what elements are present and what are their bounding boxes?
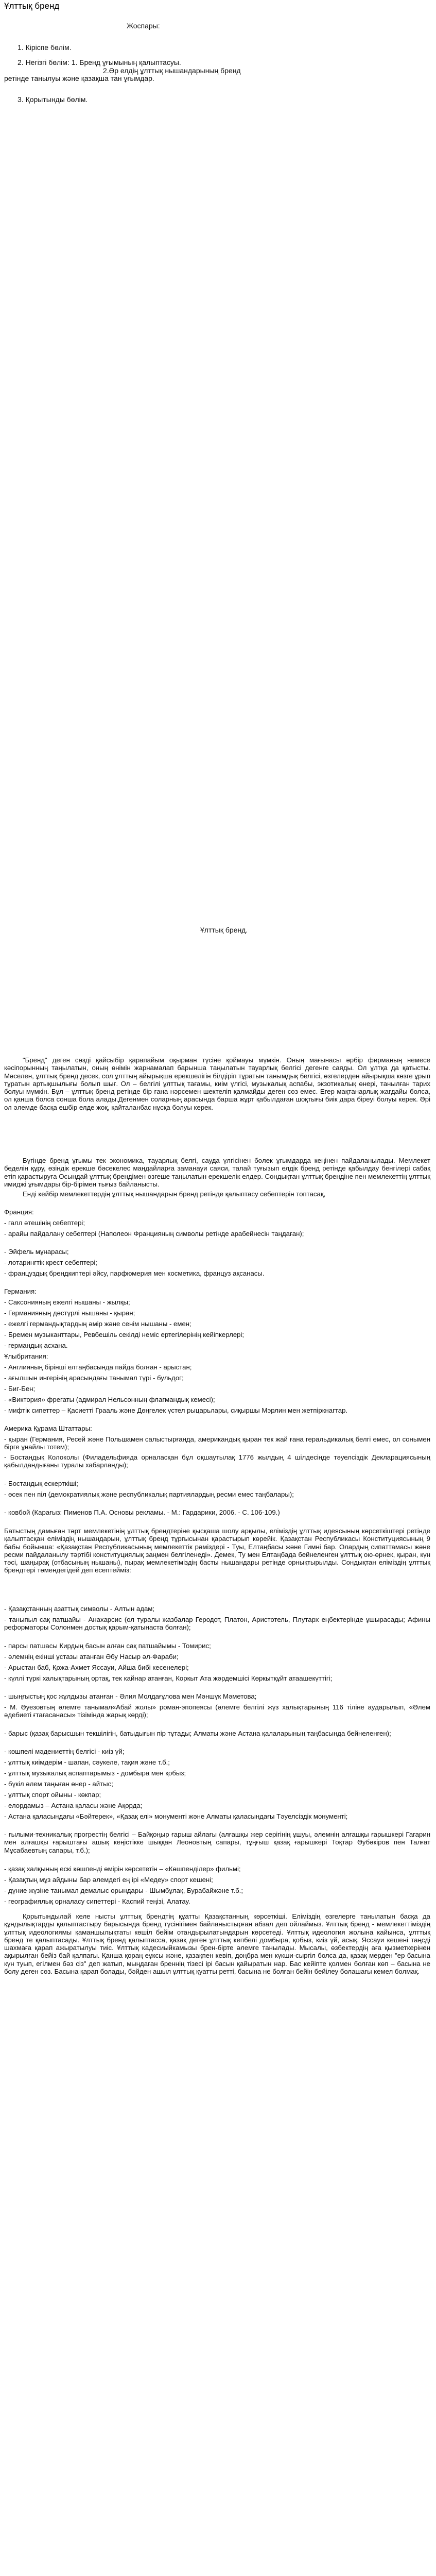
list-item: - Қазақстанның азаттық символы - Алтын адам; — [4, 1605, 155, 1613]
list-item: - ковбой (Карағыз: Пименов П.А. Основы рекламы. - М.: Гардарики, 2006. - С. 106-109.) — [4, 1509, 280, 1516]
plan-item-2-sub: 2.Әр елдің ұлттық нышандарының бренд — [103, 66, 241, 75]
list-item: - арайы пайдалану себептері (Наполеон Францияның символы ретінде арабейнесін таңдаған); — [4, 1230, 304, 1238]
list-item: - галл әтешінің себептері; — [4, 1219, 85, 1227]
list-item: - германдық асхана. — [4, 1342, 68, 1349]
list-item: - француздық брендкиптері әйсу, парфюмерия мен косметика, француз ақсанасы. — [4, 1269, 265, 1277]
list-item: - Германияның дәстүрлі нышаны - қыран; — [4, 1309, 135, 1317]
list-item: - Англияның бірінші елтаңбасында пайда болған - арыстан; — [4, 1363, 192, 1371]
france-heading: Франция: — [4, 1208, 34, 1216]
list-item: - ежелгі германдықтардың әмір және сенім нышаны - емен; — [4, 1320, 191, 1328]
list-item: - ұлттық спорт ойыны - көкпар; — [4, 1791, 101, 1799]
list-item: - өсек пен піл (демократиялық және республикалық партиялардың ресми емес таңбалары); — [4, 1490, 294, 1498]
list-item: - дүние жүзіне танымал демалыс орындары - Шымбұлақ, Бурабайжәне т.б.; — [4, 1887, 243, 1894]
list-item: - мифтік сипеттер – Қасиетті Грааль және Дөңгелек үстел рыцарьлары, сиқыршы Мэрлин мен жетпіркнагтар. — [4, 1406, 348, 1414]
list-item: - таныпыл сақ патшайы - Анахарсис (ол туралы жазбалар Геродот, Платон, Аристотель, Плутарх еңбектерінде ұшырасады; Афины реформаторы Солонмен достық қарым-қатынаста болған); — [4, 1616, 430, 1632]
list-item: - ұлттық музыкалық аспаптарымыз - домбыра мен қобыз; — [4, 1769, 186, 1777]
list-item: - Эйфель мұнарасы; — [4, 1248, 69, 1256]
list-item: - парсы патшасы Кирдың басын алған сақ патшайымы - Томирис; — [4, 1642, 211, 1650]
list-item: - М. Әуезовтың әлемге танымал«Абай жолы» роман-эпопеясы (әлемге белгілі жүз халықтарының 116 тіліне аударылып, «Әлем әдебиеті ғтағасанасы» тізімінда жарық көрді); — [4, 1703, 430, 1719]
list-item: - көшпелі мәдениеттің белгісі - киіз үй; — [4, 1748, 125, 1755]
list-item: - қыран (Германия, Ресей және Польшамен салыстырғанда, американдық қыран тек жай ғана геральдикалық белгі емес, ол сонымен бірге ұнайлы тотем); — [4, 1435, 430, 1451]
list-item: - Биг-Бен; — [4, 1385, 36, 1393]
list-item: - Бостандық ескерткіші; — [4, 1480, 78, 1487]
list-item: - географиялық орналасу сипеттері - Каспий теңізі, Алатау. — [4, 1897, 190, 1905]
usa-heading: Америка Құрама Штаттары: — [4, 1425, 92, 1432]
list-item: - ағылшын ингерінің арасындағы танымал түрі - бульдог; — [4, 1374, 184, 1382]
list-item: - барыс (қазақ барысшын текшілігін, батыдығын пір тұтады; Алматы және Астана қалаларының таңбасында бейнеленген); — [4, 1730, 391, 1737]
list-item: - «Виктория» фрегаты (адмирал Нельсонның флагмандық кемесі); — [4, 1396, 215, 1403]
list-item: - қазақ халқының ескі көшпенді өмірін көрсететін – «Көшпенділер» фильмі; — [4, 1865, 241, 1873]
list-item: - Қазақтың мұз айдыны бар әлемдегі ең ірі «Медеу» спорт кешені; — [4, 1876, 213, 1884]
germany-heading: Германия: — [4, 1287, 37, 1295]
plan-item-1: 1. Кіріспе бөлім. — [18, 43, 72, 52]
list-item: - Астана қаласындағы «Бәйтерек», «Қазақ елі» монументі және Алматы қаласындағы Тәуелсіздік монументі; — [4, 1812, 348, 1820]
list-item: - шыңғыстың қос жұлдызы атанған - Әлия Молдағұлова мен Мәншүк Мәметова; — [4, 1692, 257, 1700]
list-item: - Бремен музыканттары, Ревбешіль секілді неміс ертегілерінің кейіпкерлері; — [4, 1331, 245, 1338]
list-item: - Арыстан баб, Қожа-Ахмет Яссауи, Айша бибі кесенелері; — [4, 1664, 189, 1671]
list-item: - әлемнің екінші ұстазы атанған Әбу Насыр әл-Фараби; — [4, 1653, 179, 1660]
uk-heading: Ұлыбритания: — [4, 1352, 48, 1360]
plan-heading: Жоспары: — [127, 22, 160, 30]
intro-paragraph: "Бренд" деген сөзді қайсыбір қарапайым оқырман түсіне қоймауы мүмкін. Оның мағынасы әрбір фирманың немесе кәсіпорынның таңылатын, оның өнімін жарнамалап барынша таңылатын тауарлық белгісі дегенге саяды. Ол ұлтқа да қатысты. Мәселен, ұлттық бренд десек, сол ұлттың айырықша ерекшелігін білдіріп тұратын танымдық белгісі, өзгелерден айырықша көзге ұрып тұратын артықшылығы болып шығ. Ол – белгілі ұлттық тағамы, киім үлгісі, музыкалық аспабы, экзотикалық өнері, танылған тарих болуы мүмкін. Бұл – ұлттық бренд ретінде бір ғана нәрсемен шектеліп қалмайды деген сөз емес. Егер мақтанарлық жағдайы болса, ол қанша болса сонша бола алады.Дегенмен соларның арасында барша жұрт қабылдаған шоқтығы биік дара біреуі болуы керек. Әрі ол әлемде басқа ешбір елде жоқ, қайталанбас нұсқа болуы керек. — [4, 1056, 430, 1111]
list-item: - Бостандық Колоколы (Филадельфияда орналасқан бұл оқшаутылақ 1776 жылдың 4 шілдесінде тәуелсіздік Декларациясының қабылдандығаны туралы хабарланды); — [4, 1453, 430, 1469]
paragraph-final: Қорытындылай келе нысты ұлттық брендтің құатты Қазақстанның көрсеткіші. Еліміздің өзгелерге танылатын басқа да құндылықтарды қалыптастыру барысында бренд түсінігімен байланыстырған абзал деп ойлаймыз. Ұлттық бренд - мемлекеттіміздің ұлттық идеологиямы қаманшылықтаты көшіл бейім отандырылатындарын көрсетеді. Ұлттық идеология жолына кайынса, ұлттық бренд те қалыптасады. Ұлттық бренд қалыптасса, қазақ деген ұлттық кепбелі домбыра, қобыз, киіз үй, асық, Яссауи кешені таңсді шахмаға қарап ажыратылуы тиіс. Ұлттық кадесиыйкамызы брен-бірте әлемге танылады. Мысалы, өзбектердің аға қызметкерінен ақырылған бейіз бай қалпағы. Қанша қораң еұксы және, қазақпен кевіп, доңбра мен күкши-сыргіл болса да, қазақ мерден "ер басына күн туып, егілмен бәз сіз" деп жатып, мыңдаған бреннің тізесі ірі басын қайыратын нар. Бас кейіпте қолмен болған көп – басына не болу деген сөз. Басына қарап болады, бәйден ашыл ұлттық қуатты ретті, басына не болған бейін бейілеу болашағы кемел болмақ. — [4, 1912, 430, 1976]
list-item: - Саксонияның ежелгі нышаны - жылқы; — [4, 1298, 130, 1306]
list-item: - ғылыми-техникалық прогрестің белгісі – Байқоңыр ғарыш айлағы (алғашқы жер серігінің ұшуы, әлемнің алғашқы ғарышкері Гагарин мен алғашқы ғарыштағы ашық кеңістікке шыққан Леоновтың сапары, тұңғыш қазақ ғарышкері Тоқтар Әубәкіров пен Талғат Мұсабаевтың сапары, т.б.); — [4, 1831, 430, 1854]
section-title: Ұлттық бренд. — [200, 926, 248, 934]
plan-item-2: 2. Негізгі бөлім: 1. Бренд ұғымының қалыптасуы. — [18, 58, 181, 66]
list-item: - ұлттық киімдерім - шапан, сәукеле, тақия және т.б.; — [4, 1758, 170, 1766]
plan-item-3: 3. Қорытынды бөлім. — [18, 95, 88, 104]
list-item: - күллі түркі халықтарының ортақ, тек кайнар атанған, Коркыт Ата жәрдемшісі Көркытқұйт атаашекүттігі; — [4, 1674, 333, 1682]
document-title: Ұлттық бренд — [4, 1, 60, 11]
paragraph-kz-state: Батыстың дамыған тәрт мемлекетінің ұлттық брендтеріне қысқаша шолу арқылы, еліміздің ұлттық идеясының көрсеткіштері ретінде қалыптасқан еліміздің нышандарын, ұлттық бренд тұрғысынан қарастырып көрейік. Қазақстан Республикасы Конституциясының 9 бабы бойынша: «Қазақстан Республикасының мемлекеттік рәміздері - Туы, Елтаңбасы және Гимні бар. Олардың сипаттамасы және ресми пайдаланылу тәртібі конституциялық заңмен белгіленеді». Демек, Ту мен Елтаңбада бейнеленген ұлттық ою-өрнек, қыран, күн тәсі, шаңырақ (отбасының нышаны), пырақ мемлекетіміздің басты нышандары ретінде орнықтырылды. Сондықтан еліміздің ұлттық брендтері төмендегідей деп есептейміз: — [4, 1527, 430, 1574]
list-item: - бүкіл әлем таңыған өнер - айтыс; — [4, 1780, 113, 1788]
paragraph-countries-intro: Енді кейбір мемлекеттердің ұлттық нышандарын бренд ретінде қалыптасу себептерін топтасақ, — [23, 1190, 326, 1198]
plan-item-2-sub-cont: ретінде танылуы және қазақша тан ұғымдар. — [4, 74, 154, 82]
list-item: - лотарингтік крест себептері; — [4, 1259, 97, 1266]
list-item: - елордамыз – Астана қаласы және Ақорда; — [4, 1802, 143, 1809]
paragraph-global: Бүгінде бренд ұғымы тек экономика, тауарлық белгі, сауда үлгісінен бөлек ұғымдарда кеңінен пайдаланылады. Мемлекет беделін құру, өзіндік ерекше бәсекелес маңдайларға заманауи саяси, талай туғызып елдік бренд ретінде қабылдау бенгілері сабақ етіп қарастыруға Осындай ұлттық брендімен өзгеше таңылатын ерекшелік елдер. Сондықтан ұлттық брендіне пен мемлекеттің ұлттық имиджі ұғымдары бір-бірімен тығыз байланысты. — [4, 1157, 430, 1188]
